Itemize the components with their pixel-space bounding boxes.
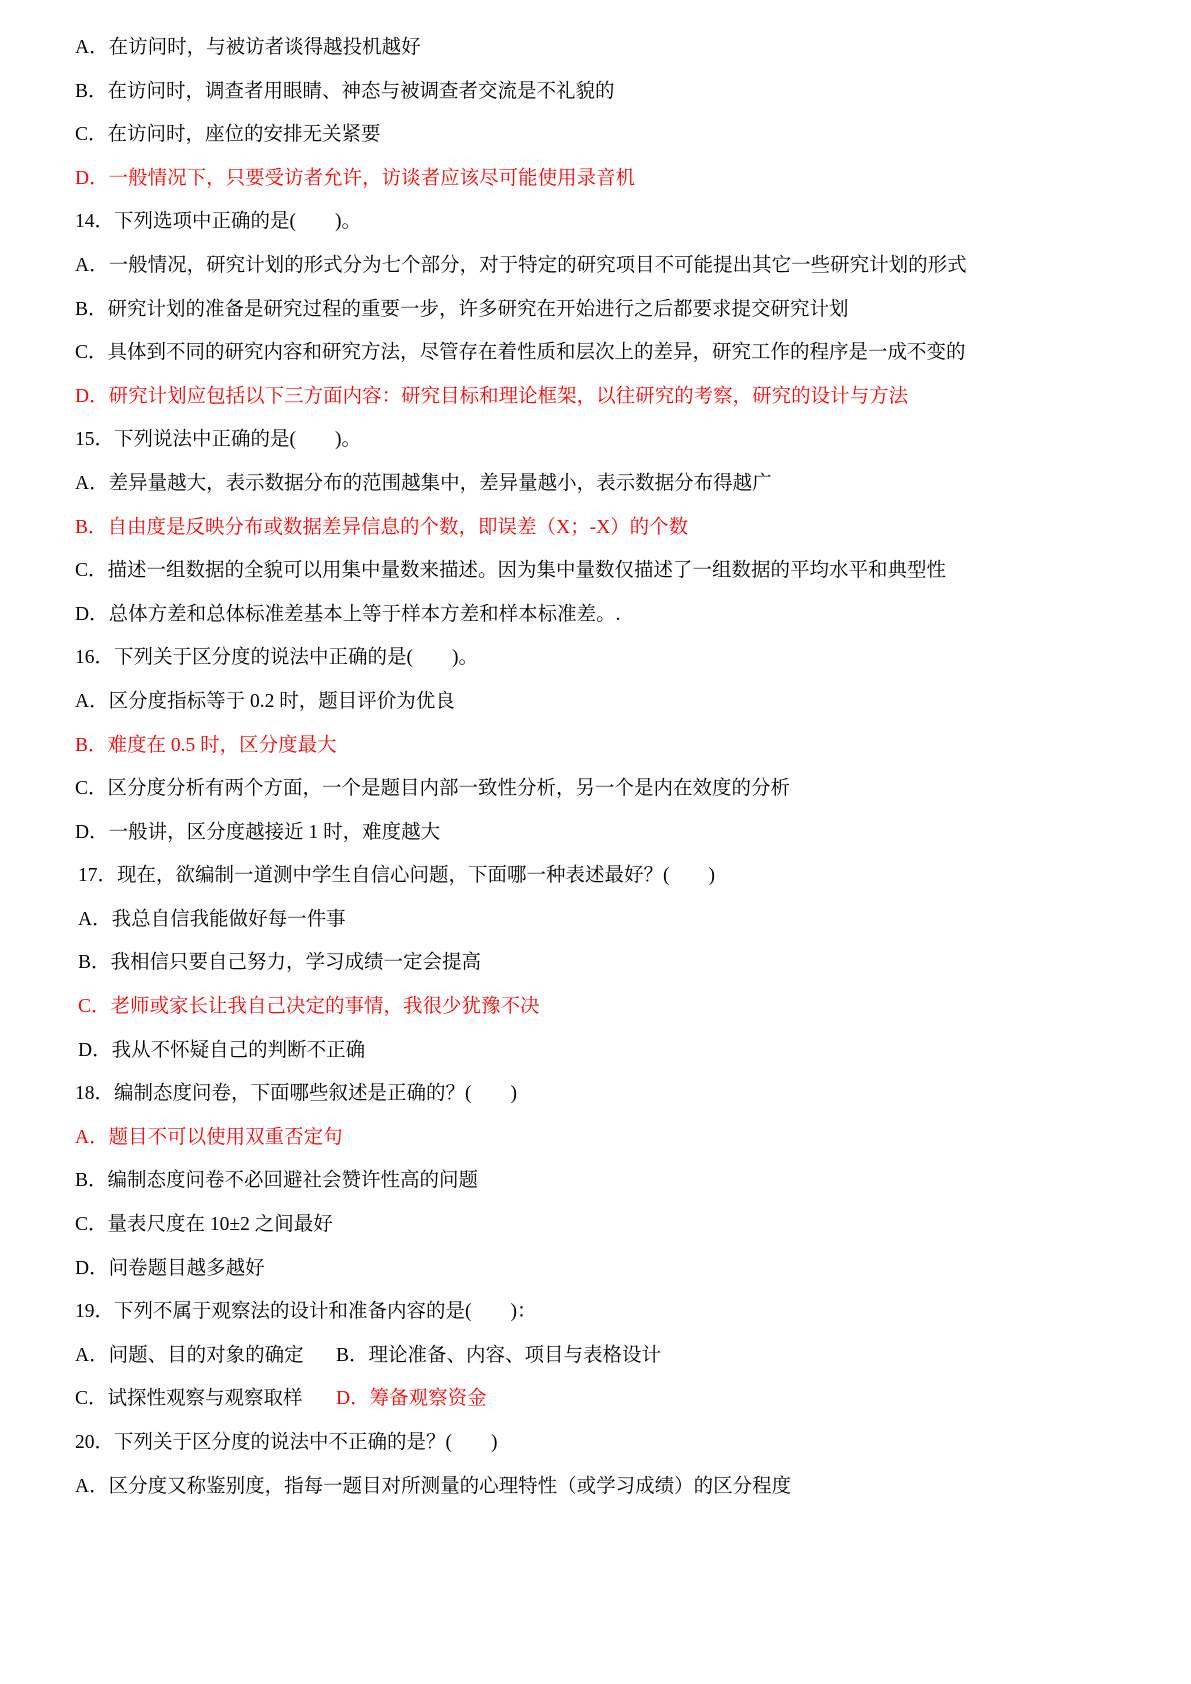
question-19-option-a: A．问题、目的对象的确定 [75, 1344, 304, 1366]
question-15-option-a: A．差异量越大，表示数据分布的范围越集中，差异量越小，表示数据分布得越广 [75, 472, 772, 494]
question-14-option-a: A．一般情况，研究计划的形式分为七个部分，对于特定的研究项目不可能提出其它一些研究计划的形式 [75, 254, 967, 276]
question-19-option-c: C．试探性观察与观察取样 [75, 1388, 303, 1410]
question-20-option-a: A．区分度又称鉴别度，指每一题目对所测量的心理特性（或学习成绩）的区分程度 [75, 1475, 792, 1497]
question-18-stem: 18．编制态度问卷，下面哪些叙述是正确的？( ) [75, 1083, 517, 1105]
question-19-stem: 19．下列不属于观察法的设计和准备内容的是( )： [75, 1301, 537, 1323]
question-18-option-d: D．问卷题目越多越好 [75, 1257, 265, 1279]
question-17-option-a: A．我总自信我能做好每一件事 [78, 908, 346, 930]
question-19-option-d: D．筹备观察资金 [336, 1388, 487, 1410]
question-14-option-d: D．研究计划应包括以下三方面内容：研究目标和理论框架，以往研究的考察，研究的设计与方法 [75, 385, 909, 407]
question-14-option-b: B．研究计划的准备是研究过程的重要一步，许多研究在开始进行之后都要求提交研究计划 [75, 298, 849, 320]
question-17-option-c: C．老师或家长让我自己决定的事情，我很少犹豫不决 [78, 996, 540, 1018]
question-17-stem: 17．现在，欲编制一道测中学生自信心问题，下面哪一种表述最好？( ) [78, 865, 715, 887]
question-19-options-row-1 [75, 1334, 1191, 1378]
question-17-option-b: B．我相信只要自己努力，学习成绩一定会提高 [78, 952, 482, 974]
question-13-option-d: D．一般情况下，只要受访者允许，访谈者应该尽可能使用录音机 [75, 167, 636, 189]
question-19-option-b: B．理论准备、内容、项目与表格设计 [336, 1344, 662, 1366]
question-16-option-a: A．区分度指标等于 0.2 时，题目评价为优良 [75, 690, 455, 712]
question-14-stem: 14．下列选项中正确的是( )。 [75, 211, 361, 233]
question-18-option-a: A．题目不可以使用双重否定句 [75, 1126, 343, 1148]
question-19-options-row-2 [75, 1377, 1191, 1421]
question-15-option-b: B．自由度是反映分布或数据差异信息的个数，即误差（X；-X）的个数 [75, 516, 689, 538]
question-15-stem: 15．下列说法中正确的是( )。 [75, 429, 361, 451]
question-16-option-b: B．难度在 0.5 时，区分度最大 [75, 734, 337, 756]
question-16-option-c: C．区分度分析有两个方面，一个是题目内部一致性分析，另一个是内在效度的分析 [75, 778, 791, 800]
question-13-option-a: A．在访问时，与被访者谈得越投机越好 [75, 37, 421, 58]
question-20-stem: 20．下列关于区分度的说法中不正确的是？( ) [75, 1432, 498, 1453]
question-13-option-b: B．在访问时，调查者用眼睛、神态与被调查者交流是不礼貌的 [75, 80, 615, 102]
question-16-stem: 16．下列关于区分度的说法中正确的是( )。 [75, 647, 478, 669]
question-16-option-d: D．一般讲，区分度越接近 1 时，难度越大 [75, 821, 441, 843]
question-15-option-d: D．总体方差和总体标准差基本上等于样本方差和样本标准差。. [75, 603, 621, 625]
question-18-option-c: C．量表尺度在 10±2 之间最好 [75, 1214, 333, 1236]
question-14-option-c: C．具体到不同的研究内容和研究方法，尽管存在着性质和层次上的差异，研究工作的程序是一成不变的 [75, 342, 966, 364]
question-18-option-b: B．编制态度问卷不必回避社会赞许性高的问题 [75, 1170, 479, 1192]
question-13-option-c: C．在访问时，座位的安排无关紧要 [75, 124, 381, 146]
question-15-option-c: C．描述一组数据的全貌可以用集中量数来描述。因为集中量数仅描述了一组数据的平均水平和典型性 [75, 560, 947, 582]
question-17-option-d: D．我从不怀疑自己的判断不正确 [78, 1039, 366, 1061]
